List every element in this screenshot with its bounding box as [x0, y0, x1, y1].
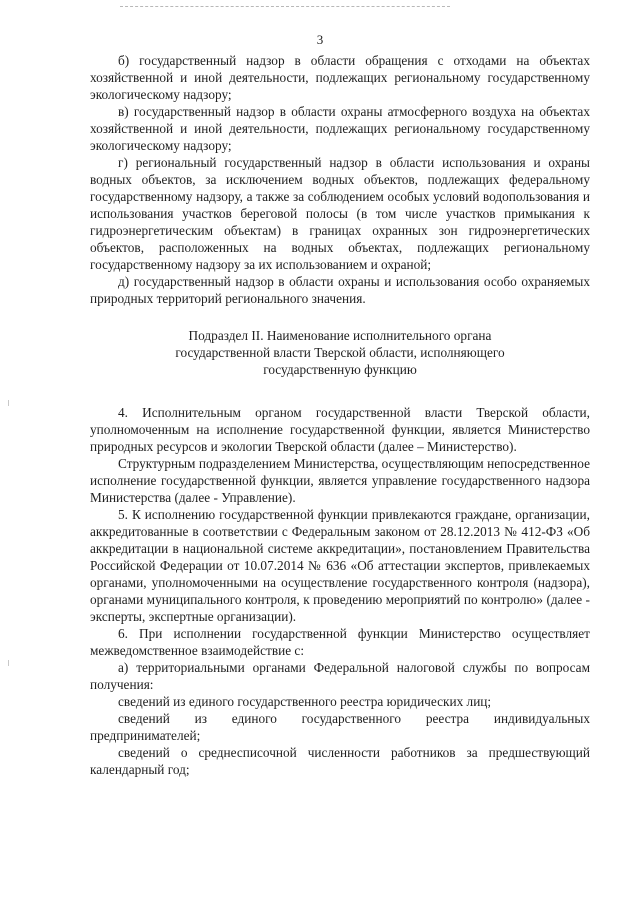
paragraph-4: 4. Исполнительным органом государственной власти Тверской области, уполномоченным на исполнение государственной функции, является Министерство природных ресурсов и экологии Тверской области (далее – Министерство).	[90, 405, 590, 454]
paragraph-structural-unit: Структурным подразделением Министерства, осуществляющим непосредственное исполнение государственной функции, является управление государственного надзора Министерства (далее - Управление).	[90, 456, 590, 505]
scan-header-line	[120, 6, 450, 7]
paragraph-5: 5. К исполнению государственной функции привлекаются граждане, организации, аккредитованные в соответствии с Федеральным законом от 28.12.2013 № 412-ФЗ «Об аккредитации в национальной системе аккредитации», постановлением Правительства Российской Федерации от 10.07.2014 № 636 «Об аттестации экспертов, привлекаемых органами, уполномоченными на осуществление государственного контроля (надзора), органами муниципального контроля, к проведению мероприятий по контролю» (далее - эксперты, экспертные организации).	[90, 507, 590, 624]
paragraph-6a: а) территориальными органами Федеральной налоговой службы по вопросам получения:	[90, 660, 590, 692]
section-heading	[90, 327, 590, 378]
heading-line-3: государственную функцию	[263, 362, 417, 377]
heading-line-2: государственной власти Тверской области, исполняющего	[175, 345, 505, 360]
scan-artifact	[8, 660, 9, 666]
paragraph-6: 6. При исполнении государственной функции Министерство осуществляет межведомственное взаимодействие с:	[90, 626, 590, 658]
paragraph-v: в) государственный надзор в области охраны атмосферного воздуха на объектах хозяйственной и иной деятельности, подлежащих региональному государственному экологическому надзору;	[90, 104, 590, 153]
paragraph-d: д) государственный надзор в области охраны и использования особо охраняемых природных территорий регионального значения.	[90, 274, 590, 306]
heading-line-1: Подраздел II. Наименование исполнительного органа	[188, 328, 492, 343]
page-number: 3	[316, 32, 324, 47]
document-body	[90, 52, 590, 778]
paragraph-b: б) государственный надзор в области обращения с отходами на объектах хозяйственной и иной деятельности, подлежащих региональному государственному экологическому надзору;	[90, 53, 590, 102]
paragraph-g: г) региональный государственный надзор в области использования и охраны водных объектов, за исключением водных объектов, подлежащих федеральному государственному надзору, а также за соблюдением особых условий водопользования и использования участков береговой полосы (в том числе участков примыкания к гидроэнергетическим объектам) в границах охранных зон гидроэнергетических объектов, расположенных на водных объектах, подлежащих региональному государственному надзору за их использованием и охраной;	[90, 155, 590, 272]
scan-artifact	[8, 400, 9, 406]
paragraph-headcount: сведений о среднесписочной численности работников за предшествующий календарный год;	[90, 745, 590, 777]
paragraph-legal-entities: сведений из единого государственного реестра юридических лиц;	[118, 694, 492, 709]
paragraph-entrepreneurs: сведений из единого государственного реестра индивидуальных предпринимателей;	[90, 711, 590, 743]
